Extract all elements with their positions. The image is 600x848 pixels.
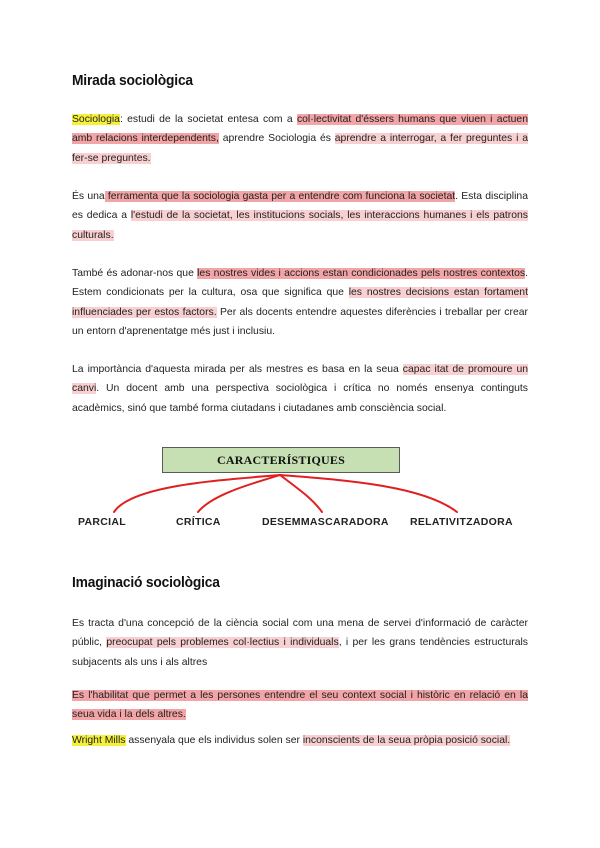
highlight-text: les nostres vides i accions estan condicionades pels nostres contextos xyxy=(197,268,526,279)
characteristic-relativitzadora: RELATIVITZADORA xyxy=(410,516,513,528)
characteristic-desemmascaradora: DESEMMASCARADORA xyxy=(262,516,389,528)
section-heading-imaginacio: Imaginació sociològica xyxy=(72,574,220,591)
highlight-text: Es l'habilitat que permet a les persones entendre el seu context social i històric en relació en la seua vida i la dels altres. xyxy=(72,690,528,721)
section-heading-mirada: Mirada sociològica xyxy=(72,72,193,89)
characteristics-diagram xyxy=(72,440,528,540)
highlight-text: inconscients de la seua pròpia posició social. xyxy=(302,735,511,746)
highlight-text: ferramenta que la sociologia gasta per a entendre com funciona la societat xyxy=(104,191,456,202)
paragraph-ciencia-social: Es tracta d'una concepció de la ciència social com una mena de servei d'informació de caràcter públic, preocupat pels problemes col·lectius i individuals, i per les grans tendències estructurals subjacents als uns i als altres xyxy=(72,618,528,668)
highlight-text: preocupat pels problemes col·lectius i individuals xyxy=(106,637,339,649)
characteristic-critica: CRÍTICA xyxy=(176,516,221,528)
paragraph-sociologia-definition: Sociologia: estudi de la societat entesa com a col·lectivitat d'éssers humans que viuen i actuen amb relacions interdependents, aprendre Sociologia és aprendre a interrogar, a fer preguntes i a fer-se preguntes. xyxy=(72,114,528,164)
paragraph-importancia: La importància d'aquesta mirada per als mestres es basa en la seua capac itat de promoure un canvi. Un docent amb una perspectiva sociològica i crítica no només ensenya continguts acadèmics, sinó que també forma ciutadans i ciutadanes amb consciència social. xyxy=(72,364,528,414)
paragraph-contextos: També és adonar-nos que les nostres vides i accions estan condicionades pels nostres contextos. Estem condicionats per la cultura, osa que significa que les nostres decisions estan fortament influenciades per estos factors. Per als docents entendre aquestes diferències i treballar per crear un entorn d'aprenentatge més just i inclusiu. xyxy=(72,268,528,337)
paragraph-habilitat xyxy=(72,686,528,725)
paragraph-wright-mills: Wright Mills assenyala que els individus solen ser inconscients de la seua pròpia posició social. xyxy=(72,735,511,746)
highlight-text: les nostres decisions estan fortament influenciades per estos factors. xyxy=(72,287,528,318)
characteristic-parcial: PARCIAL xyxy=(78,516,126,528)
paragraph-ferramenta: És una ferramenta que la sociologia gasta per a entendre com funciona la societat. Esta disciplina es dedica a l'estudi de la societat, les institucions socials, les interaccions humanes i els patrons culturals. xyxy=(72,191,528,241)
highlight-term: Sociologia xyxy=(72,114,120,125)
highlight-text: l'estudi de la societat, les institucions socials, les interaccions humanes i els patrons culturals. xyxy=(72,210,528,241)
highlight-text: aprendre a interrogar, a fer preguntes i a fer-se preguntes. xyxy=(72,133,528,164)
highlight-text: col·lectivitat d'éssers humans que viuen i actuen amb relacions interdependents, xyxy=(72,114,528,145)
highlight-term: Wright Mills xyxy=(72,735,126,746)
characteristics-title-box: CARACTERÍSTIQUES xyxy=(162,447,400,473)
highlight-text: capac itat de promoure un canvi xyxy=(72,364,528,395)
